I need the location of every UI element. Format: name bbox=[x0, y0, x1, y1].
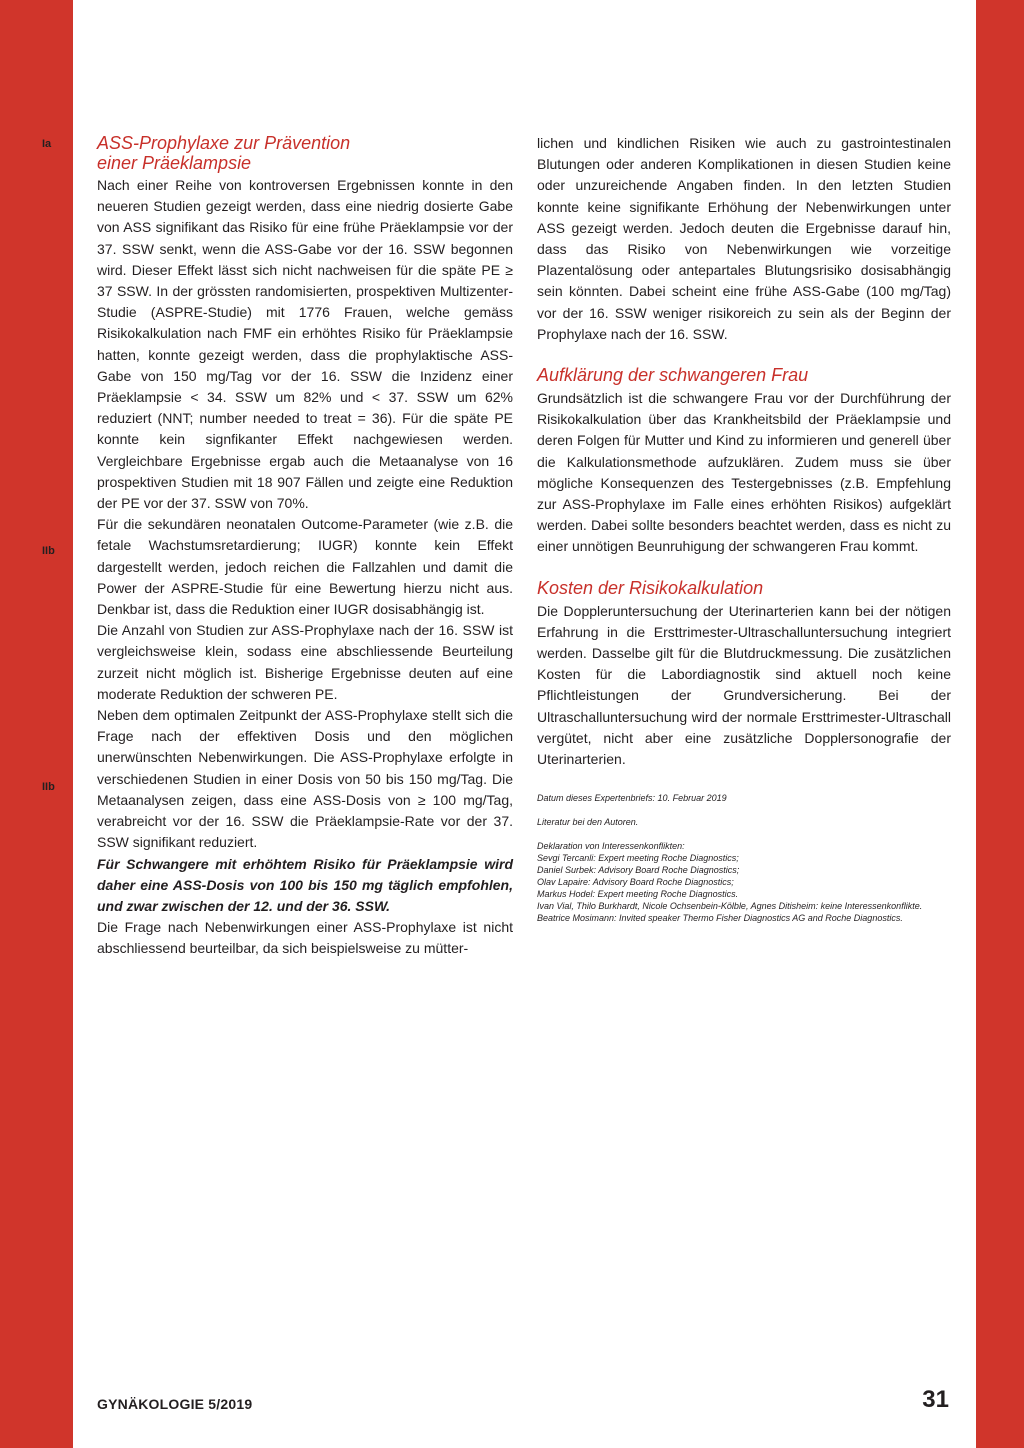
evidence-level-ia: Ia bbox=[42, 138, 52, 150]
brief-date: Datum dieses Expertenbriefs: 10. Februar 2019 bbox=[537, 793, 727, 804]
right-color-bar bbox=[976, 0, 1024, 1448]
evidence-level-iib-1: IIb bbox=[42, 545, 55, 557]
section-heading-ass-prophylaxe bbox=[97, 133, 513, 173]
section-heading-kosten: Kosten der Risikokalkulation bbox=[537, 577, 764, 598]
declaration-item: Markus Hodel: Expert meeting Roche Diagnostics. bbox=[537, 889, 739, 900]
declaration-item: Ivan Vial, Thilo Burkhardt, Nicole Ochsenbein-Kölble, Agnes Ditisheim: keine Interessenkonflikte. bbox=[537, 901, 923, 912]
section-heading-aufklaerung: Aufklärung der schwangeren Frau bbox=[537, 365, 809, 386]
declaration-item: Beatrice Mosimann: Invited speaker Thermo Fisher Diagnostics AG and Roche Diagnostics. bbox=[537, 913, 903, 924]
heading-line-1: ASS-Prophylaxe zur Prävention bbox=[97, 133, 351, 153]
evidence-level-iib-2: IIb bbox=[42, 781, 55, 793]
declaration-item: Daniel Surbek: Advisory Board Roche Diagnostics; bbox=[537, 865, 740, 876]
journal-issue: GYNÄKOLOGIE 5/2019 bbox=[97, 1396, 253, 1412]
left-color-bar bbox=[0, 0, 73, 1448]
paragraph: Die Doppleruntersuchung der Uterinarterien kann bei der nötigen Erfahrung in die Ersttrimester-Ultraschalluntersuchung integriert werden. Dasselbe gilt für die Blutdruckmessung. Die zusätzlichen Kosten für die Labordiagnostik sind aktuell noch keine Pflichtleistungen der Grundversicherung. Bei der Ultraschalluntersuchung wird der normale Ersttrimester-Ultraschall vergütet, nicht aber eine zusätzliche Dopplersonografie der Uterinarterien. bbox=[537, 602, 951, 768]
declaration-item: Olav Lapaire: Advisory Board Roche Diagnostics; bbox=[537, 877, 734, 888]
paragraph: Grundsätzlich ist die schwangere Frau vor der Durchführung der Risikokalkulation über das Krankheitsbild der Präeklampsie und deren Folgen für Mutter und Kind zu informieren und generell über die Kalkulationsmethode aufzuklären. Zudem muss sie über mögliche Konsequenzen des Testergebnisses (z.B. Empfehlung zur ASS-Prophylaxe im Falle eines erhöhten Risikos) aufgeklärt werden. Dabei sollte besonders beachtet werden, dass es nicht zu einer unnötigen Beunruhigung der schwangeren Frau kommt. bbox=[537, 390, 951, 555]
recommendation-text: Für Schwangere mit erhöhtem Risiko für Präeklampsie wird daher eine ASS-Dosis von 100 bis 150 mg täglich empfohlen, und zwar zwischen der 12. und der 36. SSW. bbox=[97, 855, 513, 914]
page-number: 31 bbox=[922, 1386, 949, 1413]
paragraph: Neben dem optimalen Zeitpunkt der ASS-Prophylaxe stellt sich die Frage nach der effektiven Dosis und den möglichen unerwünschten Nebenwirkungen. Die ASS-Prophylaxe erfolgte in verschiedenen Studien in einer Dosis von 50 bis 150 mg/Tag. Die Metaanalysen zeigen, dass eine ASS-Dosis von ≥ 100 mg/Tag, verabreicht vor der 16. SSW die Präeklampsie-Rate vor der 37. SSW signifikant reduziert. bbox=[97, 707, 513, 851]
conflict-declarations bbox=[537, 840, 951, 924]
literature-note: Literatur bei den Autoren. bbox=[537, 817, 639, 828]
declaration-item: Sevgi Tercanli: Expert meeting Roche Diagnostics; bbox=[537, 853, 739, 864]
left-column bbox=[97, 133, 513, 960]
paragraph: Nach einer Reihe von kontroversen Ergebnissen konnte in den neueren Studien gezeigt werden, dass eine niedrig dosierte Gabe von ASS signifikant das Risiko für eine frühe Präeklampsie vor der 37. SSW senkt, wenn die ASS-Gabe vor der 16. SSW begonnen wird. Dieser Effekt lässt sich nicht nachweisen für die späte PE ≥ 37 SSW. In der grössten randomisierten, prospektiven Multizenter-Studie (ASPRE-Studie) mit 1776 Frauen, welche gemäss Risikokalkulation nach FMF ein erhöhtes Risiko für Präeklampsie hatten, konnte gezeigt werden, dass die prophylaktische ASS-Gabe von 150 mg/Tag vor der 16. SSW die Inzidenz einer Präeklampsie < 34. SSW um 82% und < 37. SSW um 62% reduziert (NNT; number needed to treat = 36). Für die späte PE konnte kein signfikanter Effekt nachgewiesen werden. Vergleichbare Ergebnisse ergab auch die Metaanalyse von 16 prospektiven Studien mit 18 907 Fällen und zeigte eine Reduktion der PE vor der 37. SSW von 70%. bbox=[97, 177, 513, 512]
paragraph: lichen und kindlichen Risiken wie auch zu gastrointestinalen Blutungen oder anderen Komplikationen in diesen Studien keine oder unzureichende Angaben finden. In den letzten Studien konnte keine signifikante Erhöhung der Nebenwirkungen unter ASS gezeigt werden. Jedoch deuten die Ergebnisse darauf hin, dass das Risiko von Nebenwirkungen wie vorzeitige Plazentalösung oder antepartales Blutungsrisiko dosisabhängig sein könnten. Dabei scheint eine frühe ASS-Gabe (100 mg/Tag) vor der 16. SSW weniger risikoreich zu sein als der Beginn der Prophylaxe nach der 16. SSW. bbox=[537, 135, 951, 342]
declaration-title: Deklaration von Interessenkonflikten: bbox=[537, 841, 685, 852]
right-column bbox=[537, 133, 951, 924]
paragraph: Die Anzahl von Studien zur ASS-Prophylaxe nach der 16. SSW ist vergleichsweise klein, sodass eine abschliessende Beurteilung zurzeit nicht möglich ist. Bisherige Ergebnisse deuten auf eine moderate Reduktion der schweren PE. bbox=[97, 622, 513, 702]
heading-line-2: einer Präeklampsie bbox=[97, 153, 252, 173]
paragraph: Für die sekundären neonatalen Outcome-Parameter (wie z.B. die fetale Wachstumsretardierung; IUGR) konnte kein Effekt dargestellt werden, jedoch reichen die Fallzahlen und damit die Power der ASPRE-Studie für eine Bewertung hierzu nicht aus. Denkbar ist, dass die Reduktion einer IUGR dosisabhängig ist. bbox=[97, 516, 513, 618]
paragraph: Die Frage nach Nebenwirkungen einer ASS-Prophylaxe ist nicht abschliessend beurteilbar, da sich beispielsweise zu mütter- bbox=[97, 919, 513, 957]
